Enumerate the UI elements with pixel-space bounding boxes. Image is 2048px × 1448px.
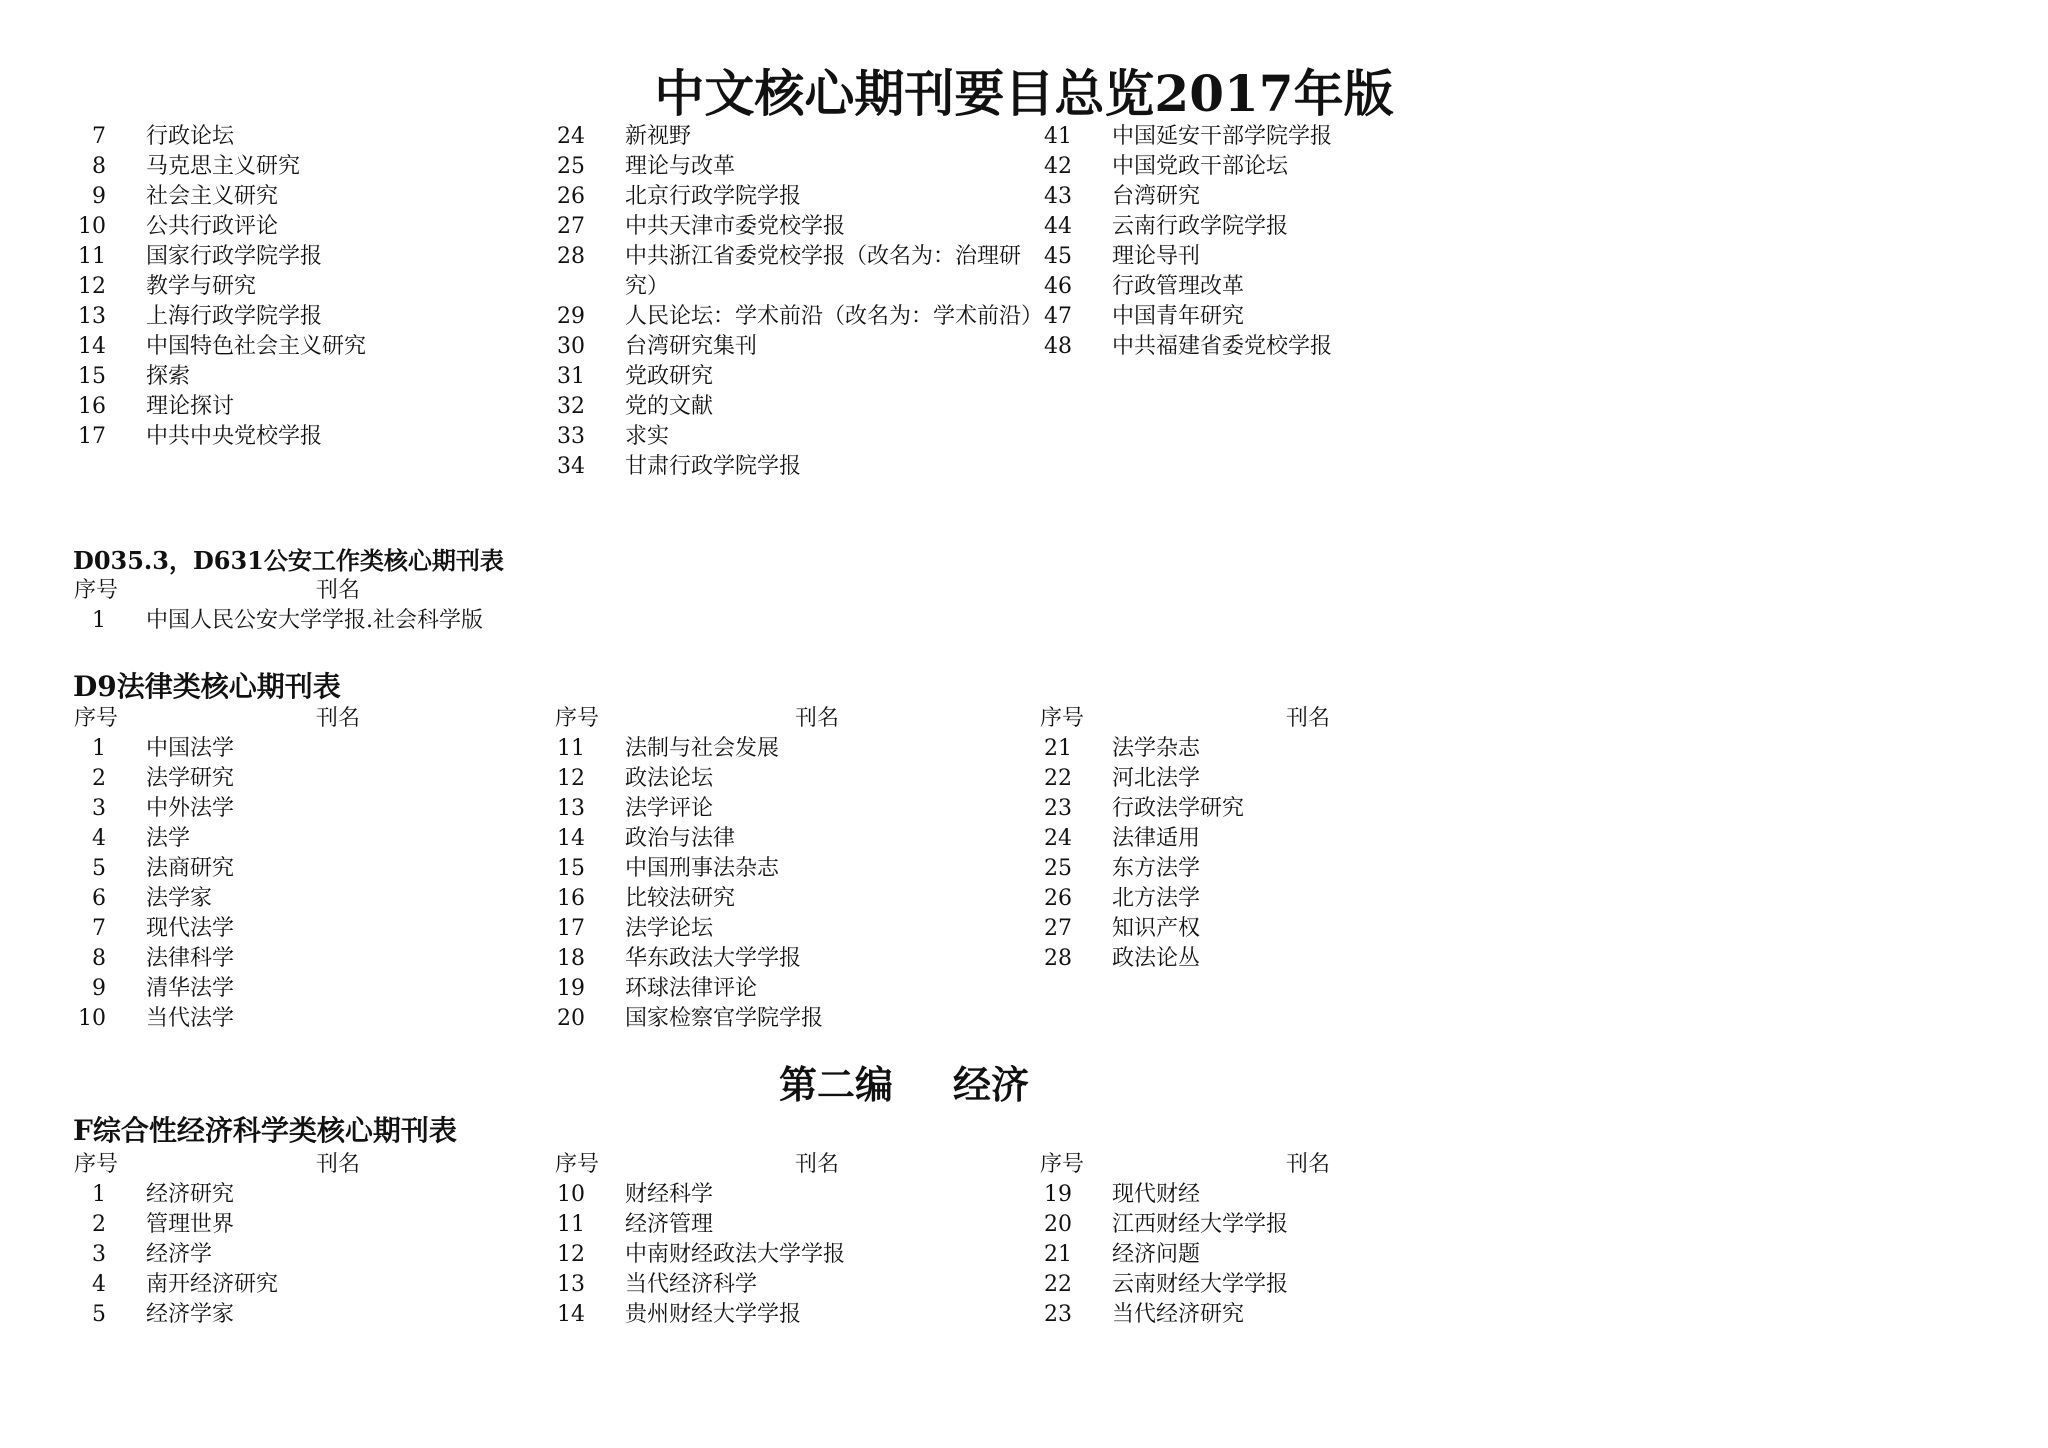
journal-name: 理论与改革: [625, 154, 736, 179]
journal-row: [1016, 242, 1512, 272]
journal-number: 24: [1044, 826, 1072, 851]
page-title: 中文核心期刊要目总览2017年版: [654, 64, 1394, 123]
journal-number: 2: [92, 766, 106, 791]
header-name: 刊名: [1286, 706, 1331, 731]
header-seq: 序号: [74, 706, 119, 731]
journal-row: [50, 824, 546, 854]
journal-name: 经济学家: [146, 1302, 235, 1327]
journal-name: 当代法学: [146, 1006, 235, 1031]
journal-name: 中国延安干部学院学报: [1112, 124, 1333, 149]
journal-name: 南开经济研究: [146, 1272, 279, 1297]
journal-number: 43: [1044, 184, 1072, 209]
journal-number: 42: [1044, 154, 1072, 179]
table-header: [50, 704, 546, 734]
journal-name: 经济问题: [1112, 1242, 1201, 1267]
journal-row: [529, 1004, 1035, 1034]
journal-row: [529, 884, 1035, 914]
journal-row: [529, 914, 1035, 944]
table-header: [50, 576, 546, 606]
journal-number: 19: [1044, 1182, 1072, 1207]
journal-row: [1016, 1240, 1512, 1270]
section-title-econ: F综合性经济科学类核心期刊表: [73, 1114, 457, 1147]
journal-number: 30: [557, 334, 585, 359]
econ-column-1: [50, 1150, 546, 1330]
journal-name: 探索: [146, 364, 191, 389]
journal-number: 3: [92, 796, 106, 821]
journal-number: 6: [92, 886, 106, 911]
journal-number: 13: [557, 796, 585, 821]
journal-number: 23: [1044, 796, 1072, 821]
journal-name: 行政论坛: [146, 124, 235, 149]
journal-name: 经济研究: [146, 1182, 235, 1207]
journal-name: 法学研究: [146, 766, 235, 791]
journal-name: 中国刑事法杂志: [625, 856, 780, 881]
journal-name: 北方法学: [1112, 886, 1201, 911]
journal-number: 16: [78, 394, 106, 419]
journal-name: 云南行政学院学报: [1112, 214, 1289, 239]
journal-list: [50, 734, 546, 1034]
journal-number: 11: [78, 244, 106, 269]
journal-row: [1016, 182, 1512, 212]
journal-name: 中共浙江省委党校学报（改名为：治理研究）: [625, 244, 1022, 299]
journal-column: [1016, 122, 1512, 362]
journal-number: 4: [92, 826, 106, 851]
law-column-3: [1016, 704, 1512, 974]
journal-name: 云南财经大学学报: [1112, 1272, 1289, 1297]
journal-row: [529, 242, 1035, 302]
journal-row: [529, 1300, 1035, 1330]
journal-name: 理论探讨: [146, 394, 235, 419]
header-seq: 序号: [1040, 1152, 1085, 1177]
journal-number: 15: [557, 856, 585, 881]
journal-number: 46: [1044, 274, 1072, 299]
journal-number: 29: [557, 304, 585, 329]
journal-number: 20: [557, 1006, 585, 1031]
journal-row: [529, 734, 1035, 764]
journal-row: [50, 606, 546, 636]
journal-row: [529, 362, 1035, 392]
journal-row: [529, 854, 1035, 884]
header-name: 刊名: [316, 578, 361, 603]
journal-list: [1016, 734, 1512, 974]
table-header: [529, 1150, 1035, 1180]
header-seq: 序号: [555, 1152, 600, 1177]
journal-list: [50, 1180, 546, 1330]
journal-row: [1016, 1270, 1512, 1300]
journal-row: [50, 1240, 546, 1270]
journal-name: 上海行政学院学报: [146, 304, 323, 329]
header-seq: 序号: [74, 1152, 119, 1177]
journal-column: [50, 122, 546, 452]
journal-name: 行政管理改革: [1112, 274, 1245, 299]
journal-row: [1016, 944, 1512, 974]
journal-row: [50, 242, 546, 272]
header-name: 刊名: [795, 706, 840, 731]
journal-row: [529, 1270, 1035, 1300]
journal-name: 比较法研究: [625, 886, 736, 911]
journal-number: 26: [1044, 886, 1072, 911]
journal-row: [50, 734, 546, 764]
journal-number: 44: [1044, 214, 1072, 239]
journal-number: 25: [1044, 856, 1072, 881]
journal-name: 国家行政学院学报: [146, 244, 323, 269]
journal-name: 中外法学: [146, 796, 235, 821]
journal-row: [1016, 764, 1512, 794]
journal-name: 法制与社会发展: [625, 736, 780, 761]
journal-row: [1016, 1300, 1512, 1330]
journal-name: 当代经济科学: [625, 1272, 758, 1297]
journal-row: [529, 824, 1035, 854]
journal-list: [529, 734, 1035, 1034]
journal-name: 中共中央党校学报: [146, 424, 323, 449]
journal-number: 1: [92, 736, 106, 761]
journal-row: [529, 944, 1035, 974]
journal-row: [1016, 302, 1512, 332]
journal-number: 27: [557, 214, 585, 239]
journal-name: 台湾研究集刊: [625, 334, 758, 359]
header-name: 刊名: [316, 706, 361, 731]
journal-row: [50, 182, 546, 212]
journal-number: 28: [1044, 946, 1072, 971]
journal-number: 14: [557, 1302, 585, 1327]
journal-row: [529, 302, 1044, 332]
law-column-1: [50, 704, 546, 1034]
journal-name: 求实: [625, 424, 670, 449]
journal-row: [50, 1004, 546, 1034]
journal-number: 22: [1044, 1272, 1072, 1297]
header-seq: 序号: [74, 578, 119, 603]
journal-name: 中共天津市委党校学报: [625, 214, 846, 239]
header-seq: 序号: [1040, 706, 1085, 731]
journal-name: 甘肃行政学院学报: [625, 454, 802, 479]
journal-row: [50, 854, 546, 884]
journal-number: 1: [92, 608, 106, 633]
journal-row: [50, 1180, 546, 1210]
journal-row: [50, 884, 546, 914]
journal-row: [1016, 824, 1512, 854]
journal-name: 法学论坛: [625, 916, 714, 941]
journal-number: 12: [557, 766, 585, 791]
journal-row: [50, 362, 546, 392]
journal-number: 7: [92, 124, 106, 149]
journal-number: 17: [78, 424, 106, 449]
journal-name: 中国法学: [146, 736, 235, 761]
journal-number: 10: [78, 1006, 106, 1031]
journal-row: [50, 272, 546, 302]
journal-name: 法律适用: [1112, 826, 1201, 851]
journal-number: 9: [92, 184, 106, 209]
journal-name: 中国党政干部论坛: [1112, 154, 1289, 179]
journal-row: [1016, 272, 1512, 302]
journal-name: 法律科学: [146, 946, 235, 971]
table-header: [1016, 1150, 1512, 1180]
journal-row: [529, 452, 1035, 482]
journal-row: [50, 944, 546, 974]
journal-name: 新视野: [625, 124, 692, 149]
journal-name: 台湾研究: [1112, 184, 1201, 209]
journal-row: [50, 152, 546, 182]
police-column: [50, 576, 546, 636]
journal-name: 河北法学: [1112, 766, 1201, 791]
journal-row: [1016, 152, 1512, 182]
journal-number: 11: [557, 1212, 585, 1237]
journal-name: 北京行政学院学报: [625, 184, 802, 209]
journal-name: 政法论丛: [1112, 946, 1201, 971]
journal-row: [529, 392, 1035, 422]
journal-row: [529, 422, 1035, 452]
journal-name: 现代财经: [1112, 1182, 1201, 1207]
journal-row: [50, 1300, 546, 1330]
econ-column-2: [529, 1150, 1035, 1330]
journal-number: 34: [557, 454, 585, 479]
journal-row: [50, 914, 546, 944]
journal-number: 15: [78, 364, 106, 389]
part-name: 经济: [953, 1062, 1030, 1107]
journal-name: 政法论坛: [625, 766, 714, 791]
journal-name: 中国青年研究: [1112, 304, 1245, 329]
journal-number: 27: [1044, 916, 1072, 941]
journal-row: [529, 1210, 1035, 1240]
journal-number: 14: [78, 334, 106, 359]
journal-name: 教学与研究: [146, 274, 257, 299]
journal-number: 32: [557, 394, 585, 419]
header-seq: 序号: [555, 706, 600, 731]
journal-name: 法学杂志: [1112, 736, 1201, 761]
journal-number: 16: [557, 886, 585, 911]
journal-name: 经济管理: [625, 1212, 714, 1237]
journal-number: 47: [1044, 304, 1072, 329]
journal-name: 中南财经政法大学学报: [625, 1242, 846, 1267]
journal-number: 28: [557, 244, 585, 269]
journal-name: 中国人民公安大学学报.社会科学版: [146, 608, 483, 633]
journal-number: 20: [1044, 1212, 1072, 1237]
journal-row: [50, 1270, 546, 1300]
journal-name: 贵州财经大学学报: [625, 1302, 802, 1327]
journal-number: 18: [557, 946, 585, 971]
econ-column-3: [1016, 1150, 1512, 1330]
journal-row: [1016, 332, 1512, 362]
journal-name: 管理世界: [146, 1212, 235, 1237]
section-title-police: D035.3，D631公安工作类核心期刊表: [73, 546, 504, 575]
journal-name: 现代法学: [146, 916, 235, 941]
journal-name: 法学评论: [625, 796, 714, 821]
journal-row: [1016, 794, 1512, 824]
journal-number: 17: [557, 916, 585, 941]
journal-number: 5: [92, 856, 106, 881]
journal-row: [1016, 122, 1512, 152]
journal-number: 8: [92, 154, 106, 179]
journal-name: 法学: [146, 826, 191, 851]
header-name: 刊名: [316, 1152, 361, 1177]
journal-name: 清华法学: [146, 976, 235, 1001]
journal-number: 48: [1044, 334, 1072, 359]
journal-number: 21: [1044, 1242, 1072, 1267]
journal-name: 法商研究: [146, 856, 235, 881]
journal-row: [529, 152, 1035, 182]
journal-list: [529, 1180, 1035, 1330]
journal-name: 当代经济研究: [1112, 1302, 1245, 1327]
journal-row: [1016, 734, 1512, 764]
journal-row: [529, 1240, 1035, 1270]
journal-row: [529, 764, 1035, 794]
part-label: 第二编: [778, 1062, 893, 1107]
journal-row: [50, 764, 546, 794]
journal-number: 7: [92, 916, 106, 941]
journal-number: 10: [557, 1182, 585, 1207]
journal-row: [529, 182, 1035, 212]
table-header: [529, 704, 1035, 734]
journal-row: [50, 332, 546, 362]
journal-name: 中共福建省委党校学报: [1112, 334, 1333, 359]
journal-number: 26: [557, 184, 585, 209]
journal-number: 8: [92, 946, 106, 971]
law-column-2: [529, 704, 1035, 1034]
section-title-law: D9法律类核心期刊表: [73, 670, 341, 703]
journal-row: [50, 302, 546, 332]
journal-name: 理论导刊: [1112, 244, 1201, 269]
journal-name: 经济学: [146, 1242, 213, 1267]
journal-number: 13: [78, 304, 106, 329]
header-name: 刊名: [795, 1152, 840, 1177]
journal-number: 4: [92, 1272, 106, 1297]
table-header: [50, 1150, 546, 1180]
journal-number: 45: [1044, 244, 1072, 269]
journal-name: 行政法学研究: [1112, 796, 1245, 821]
journal-name: 公共行政评论: [146, 214, 279, 239]
journal-name: 中国特色社会主义研究: [146, 334, 367, 359]
journal-number: 41: [1044, 124, 1072, 149]
journal-name: 华东政法大学学报: [625, 946, 802, 971]
journal-name: 知识产权: [1112, 916, 1201, 941]
journal-name: 社会主义研究: [146, 184, 279, 209]
journal-row: [529, 332, 1035, 362]
journal-number: 24: [557, 124, 585, 149]
journal-row: [1016, 914, 1512, 944]
journal-row: [529, 122, 1035, 152]
journal-name: 东方法学: [1112, 856, 1201, 881]
journal-list: [1016, 1180, 1512, 1330]
journal-row: [50, 794, 546, 824]
journal-number: 12: [557, 1242, 585, 1267]
journal-row: [1016, 884, 1512, 914]
journal-number: 10: [78, 214, 106, 239]
journal-number: 2: [92, 1212, 106, 1237]
table-header: [1016, 704, 1512, 734]
journal-row: [529, 1180, 1035, 1210]
journal-row: [50, 122, 546, 152]
journal-row: [1016, 1210, 1512, 1240]
journal-row: [50, 1210, 546, 1240]
journal-number: 23: [1044, 1302, 1072, 1327]
journal-name: 国家检察官学院学报: [625, 1006, 824, 1031]
journal-number: 1: [92, 1182, 106, 1207]
journal-number: 13: [557, 1272, 585, 1297]
journal-row: [1016, 212, 1512, 242]
journal-number: 12: [78, 274, 106, 299]
journal-name: 环球法律评论: [625, 976, 758, 1001]
journal-number: 22: [1044, 766, 1072, 791]
journal-number: 11: [557, 736, 585, 761]
journal-row: [529, 974, 1035, 1004]
journal-number: 33: [557, 424, 585, 449]
journal-number: 3: [92, 1242, 106, 1267]
journal-number: 9: [92, 976, 106, 1001]
journal-name: 马克思主义研究: [146, 154, 301, 179]
journal-row: [529, 212, 1035, 242]
journal-name: 政治与法律: [625, 826, 736, 851]
journal-name: 法学家: [146, 886, 213, 911]
journal-number: 31: [557, 364, 585, 389]
journal-name: 江西财经大学学报: [1112, 1212, 1289, 1237]
header-name: 刊名: [1286, 1152, 1331, 1177]
journal-column: [529, 122, 1044, 482]
journal-name: 党的文献: [625, 394, 714, 419]
journal-row: [50, 422, 546, 452]
journal-name: 人民论坛：学术前沿（改名为：学术前沿）: [625, 304, 1044, 329]
journal-number: 19: [557, 976, 585, 1001]
journal-number: 21: [1044, 736, 1072, 761]
journal-name: 财经科学: [625, 1182, 714, 1207]
journal-row: [1016, 854, 1512, 884]
journal-row: [50, 212, 546, 242]
journal-row: [1016, 1180, 1512, 1210]
journal-row: [529, 794, 1035, 824]
journal-number: 5: [92, 1302, 106, 1327]
journal-name: 党政研究: [625, 364, 714, 389]
journal-number: 14: [557, 826, 585, 851]
journal-number: 25: [557, 154, 585, 179]
part-title: [0, 1060, 1808, 1110]
journal-list: [50, 606, 546, 636]
journal-row: [50, 392, 546, 422]
journal-row: [50, 974, 546, 1004]
